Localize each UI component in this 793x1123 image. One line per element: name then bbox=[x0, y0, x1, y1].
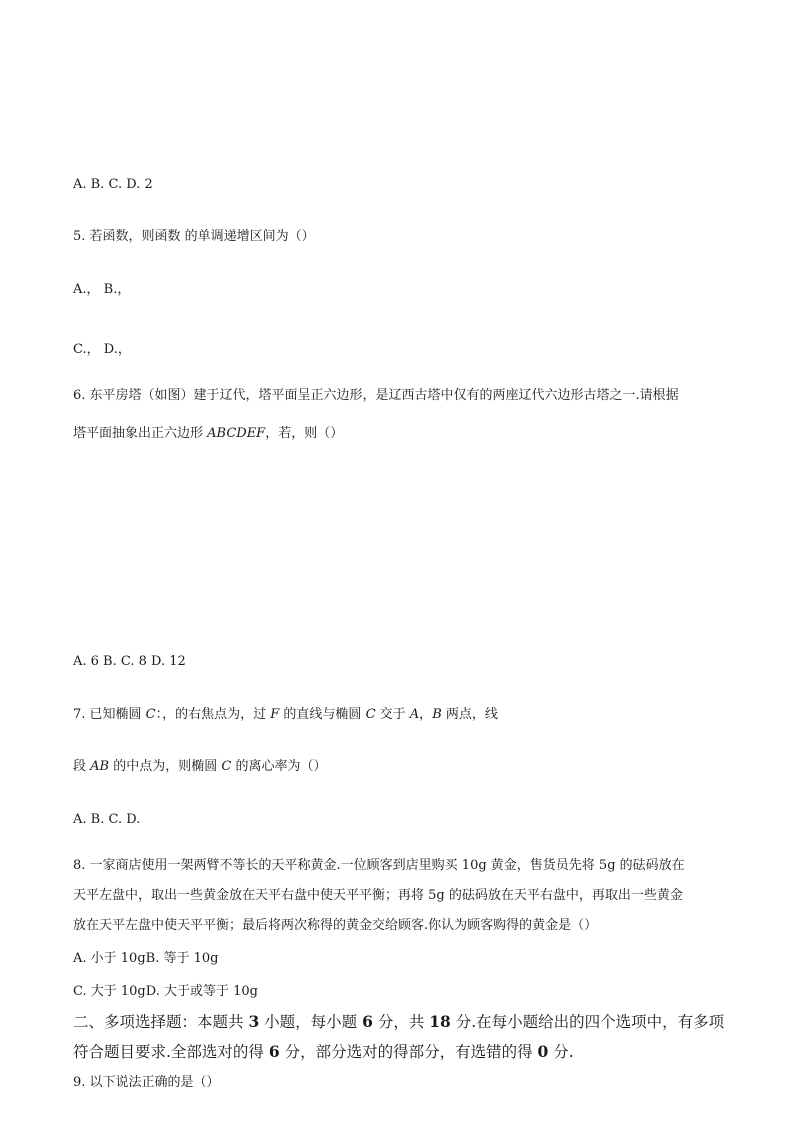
q7-var: C bbox=[221, 759, 232, 774]
section2-heading-line1 bbox=[73, 1012, 724, 1032]
q7-text: 的中点为，则椭圆 bbox=[109, 759, 222, 774]
q6-stem-line1: 6. 东平房塔（如图）建于辽代，塔平面呈正六边形，是辽西古塔中仅有的两座辽代六边形古塔之一.请根据 bbox=[73, 388, 679, 403]
q7-var: C bbox=[145, 707, 156, 722]
section2-text: 分. bbox=[548, 1043, 574, 1061]
section2-number: 6 bbox=[362, 1012, 373, 1031]
q5-options-ab: A.， B.， bbox=[73, 282, 131, 297]
q7-text: 7. 已知椭圆 bbox=[73, 707, 146, 722]
section2-number: 0 bbox=[537, 1042, 549, 1061]
q5-options-cd: C.， D.， bbox=[73, 342, 131, 357]
q7-var: AB bbox=[90, 759, 110, 774]
q7-text: 的直线与椭圆 bbox=[279, 707, 366, 722]
section2-text: 分.在每小题给出的四个选项中，有多项 bbox=[450, 1013, 725, 1031]
q7-text: 段 bbox=[73, 759, 91, 774]
q8-stem-line2: 天平左盘中，取出一些黄金放在天平右盘中使天平平衡；再将 5g 的砝码放在天平右盘中，再取出一些黄金 bbox=[73, 888, 683, 903]
q6-stem-line2 bbox=[73, 426, 343, 442]
q7-stem-line2 bbox=[73, 759, 326, 775]
section2-heading-line2 bbox=[73, 1042, 574, 1062]
section2-number: 3 bbox=[248, 1012, 260, 1031]
q8-options-cd: C. 大于 10gD. 大于或等于 10g bbox=[73, 984, 258, 999]
q8-stem-line1: 8. 一家商店使用一架两臂不等长的天平称黄金.一位顾客到店里购买 10g 黄金，售货员先将 5g 的砝码放在 bbox=[73, 858, 685, 873]
q7-text: ：，的右焦点为，过 bbox=[155, 707, 271, 722]
q7-text: 两点，线 bbox=[441, 707, 498, 722]
q7-options: A. B. C. D. bbox=[73, 812, 141, 827]
section2-text: 二、多项选择题：本题共 bbox=[73, 1013, 249, 1031]
q4-options: A. B. C. D. 2 bbox=[73, 177, 153, 192]
q6-hexagon-name: ABCDEF bbox=[207, 426, 266, 441]
q7-text: ， bbox=[419, 707, 433, 722]
q9-stem: 9. 以下说法正确的是（） bbox=[73, 1075, 220, 1090]
section2-text: 分，部分选对的得部分，有选错的得 bbox=[279, 1043, 538, 1061]
q8-stem-line3: 放在天平左盘中使天平平衡；最后将两次称得的黄金交给顾客.你认为顾客购得的黄金是（） bbox=[73, 918, 598, 933]
section2-text: 分，共 bbox=[372, 1013, 430, 1031]
q6-options: A. 6 B. C. 8 D. 12 bbox=[73, 654, 186, 669]
q7-var: C bbox=[365, 707, 376, 722]
q7-var: F bbox=[270, 707, 280, 722]
section2-text: 符合题目要求.全部选对的得 bbox=[73, 1043, 269, 1061]
section2-number: 18 bbox=[429, 1012, 451, 1031]
q7-var: A bbox=[409, 707, 420, 722]
q7-text: 的离心率为（） bbox=[231, 759, 327, 774]
q6-text: ，若，则（） bbox=[265, 426, 344, 441]
q7-text: 交于 bbox=[375, 707, 410, 722]
section2-number: 6 bbox=[268, 1042, 280, 1061]
q7-var: B bbox=[432, 707, 442, 722]
q6-text: 塔平面抽象出正六边形 bbox=[73, 426, 208, 441]
section2-text: 小题，每小题 bbox=[259, 1013, 363, 1031]
q7-stem-line1 bbox=[73, 707, 498, 723]
q8-options-ab: A. 小于 10gB. 等于 10g bbox=[73, 951, 219, 966]
q5-stem: 5. 若函数，则函数 的单调递增区间为（） bbox=[73, 229, 315, 244]
